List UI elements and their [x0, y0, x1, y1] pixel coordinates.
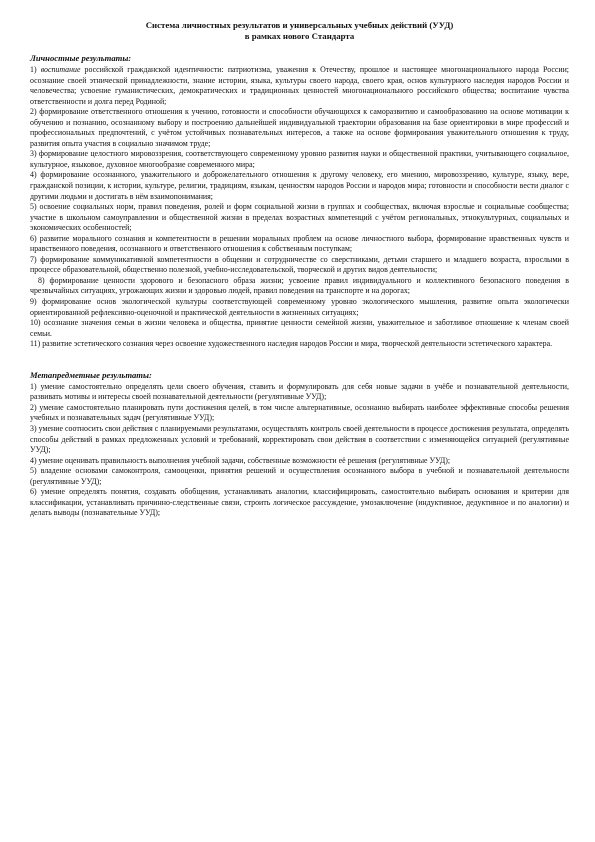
- list-item: 6) умение определять понятия, создавать обобщения, устанавливать аналогии, классифицировать, самостоятельно выбирать основания и критерии для классификации, устанавливать причинно-следственные связи, строить логическое рассуждение, умозаключение (индуктивное, дедуктивное и по аналогии) и делать выводы (познавательные УУД);: [30, 487, 569, 518]
- list-item: 6) развитие морального сознания и компетентности в решении моральных проблем на основе личностного выбора, формирование нравственных чувств и нравственного поведения, осознанного и ответственного отношения к собственным поступкам;: [30, 233, 569, 254]
- list-item: 8) формирование ценности здорового и безопасного образа жизни; усвоение правил индивидуального и коллективного безопасного поведения в чрезвычайных ситуациях, угрожающих жизни и здоровью людей, правил поведения на транспорте и на дорогах;: [30, 275, 569, 296]
- list-item: 3) умение соотносить свои действия с планируемыми результатами, осуществлять контроль своей деятельности в процессе достижения результата, определять способы действий в рамках предложенных условий и требований, корректировать свои действия в соответствии с изменяющейся ситуацией (регулятивные УУД);: [30, 423, 569, 455]
- meta-results-section: [30, 370, 569, 519]
- lead-word: воспитание: [40, 65, 81, 74]
- list-item: 5) владение основами самоконтроля, самооценки, принятия решений и осуществления осознанного выбора в учебной и познавательной деятельности (регулятивные УУД);: [30, 466, 569, 486]
- list-item: 4) умение оценивать правильность выполнения учебной задачи, собственные возможности её решения (регулятивные УУД);: [30, 455, 451, 465]
- list-item: 1) умение самостоятельно определять цели своего обучения, ставить и формулировать для себя новые задачи в учёбе и познавательной деятельности, развивать мотивы и интересы своей познавательной деятельности (регулятивные УУД);: [30, 381, 569, 402]
- list-item: 3) формирование целостного мировоззрения, соответствующего современному уровню развития науки и общественной практики, учитывающего социальное, культурное, языковое, духовное многообразие современного мира;: [30, 149, 569, 169]
- list-item: 2) умение самостоятельно планировать пути достижения целей, в том числе альтернативные, осознанно выбирать наиболее эффективные способы решения учебных и познавательных задач (регулятивные УУД);: [30, 402, 569, 423]
- personal-results-heading: Личностные результаты:: [30, 53, 132, 63]
- list-item: 11) развитие эстетического сознания через освоение художественного наследия народов России и мира, творческой деятельности эстетического характера.: [30, 339, 553, 349]
- page-subtitle: в рамках нового Стандарта: [244, 31, 355, 41]
- list-item: 1) воспитание российской гражданской идентичности: патриотизма, уважения к Отечеству, прошлое и настоящее многонационального народа России; осознание своей этнической принадлежности, знание истории, языка, культуры своего народа, своего края, основ культурного наследия народов России и человечества; усвоение гуманистических, демократических и традиционных ценностей многонационального российского общества; воспитание чувства ответственности и долга перед Родиной;: [30, 65, 570, 106]
- personal-results-section: [30, 53, 569, 350]
- list-item: 4) формирование осознанного, уважительного и доброжелательного отношения к другому человеку, его мнению, мировоззрению, культуре, языку, вере, гражданской позиции, к истории, культуре, религии, традициям, языкам, ценностям народов России и народов мира; готовности и способности вести диалог с другими людьми и достигать в нём взаимопонимания;: [30, 170, 569, 201]
- meta-results-heading: Метапредметные результаты:: [30, 369, 152, 380]
- list-item: 9) формирование основ экологической культуры соответствующей современному уровню экологического мышления, развитие опыта экологически ориентированной рефлексивно-оценочной и практической деятельности в жизненных ситуациях;: [30, 297, 569, 317]
- list-item: 2) формирование ответственного отношения к учению, готовности и способности обучающихся к саморазвитию и самообразованию на основе мотивации к обучению и познанию, осознанному выбору и построению дальнейшей индивидуальной траектории образования на базе ориентировки в мире профессий и профессиональных предпочтений, с учётом устойчивых познавательных интересов, а также на основе формирования уважительного отношения к труду, развития опыта участия в социально значимом труде;: [30, 107, 569, 148]
- list-item: 7) формирование коммуникативной компетентности в общении и сотрудничестве со сверстниками, детьми старшего и младшего возраста, взрослыми в процессе образовательной, общественно полезной, учебно-исследовательской, творческой и других видов деятельности;: [30, 254, 569, 275]
- list-item: 10) осознание значения семьи в жизни человека и общества, принятие ценности семейной жизни, уважительное и заботливое отношение к членам своей семьи.: [30, 318, 569, 338]
- page-title: Система личностных результатов и универсальных учебных действий (УУД): [145, 20, 454, 30]
- list-item: 5) освоение социальных норм, правил поведения, ролей и форм социальной жизни в группах и сообществах, включая взрослые и социальные сообщества; участие в школьном самоуправлении и общественной жизни в пределах возрастных компетенций с учётом региональных, этнокультурных, социальных и экономических особенностей;: [30, 202, 569, 233]
